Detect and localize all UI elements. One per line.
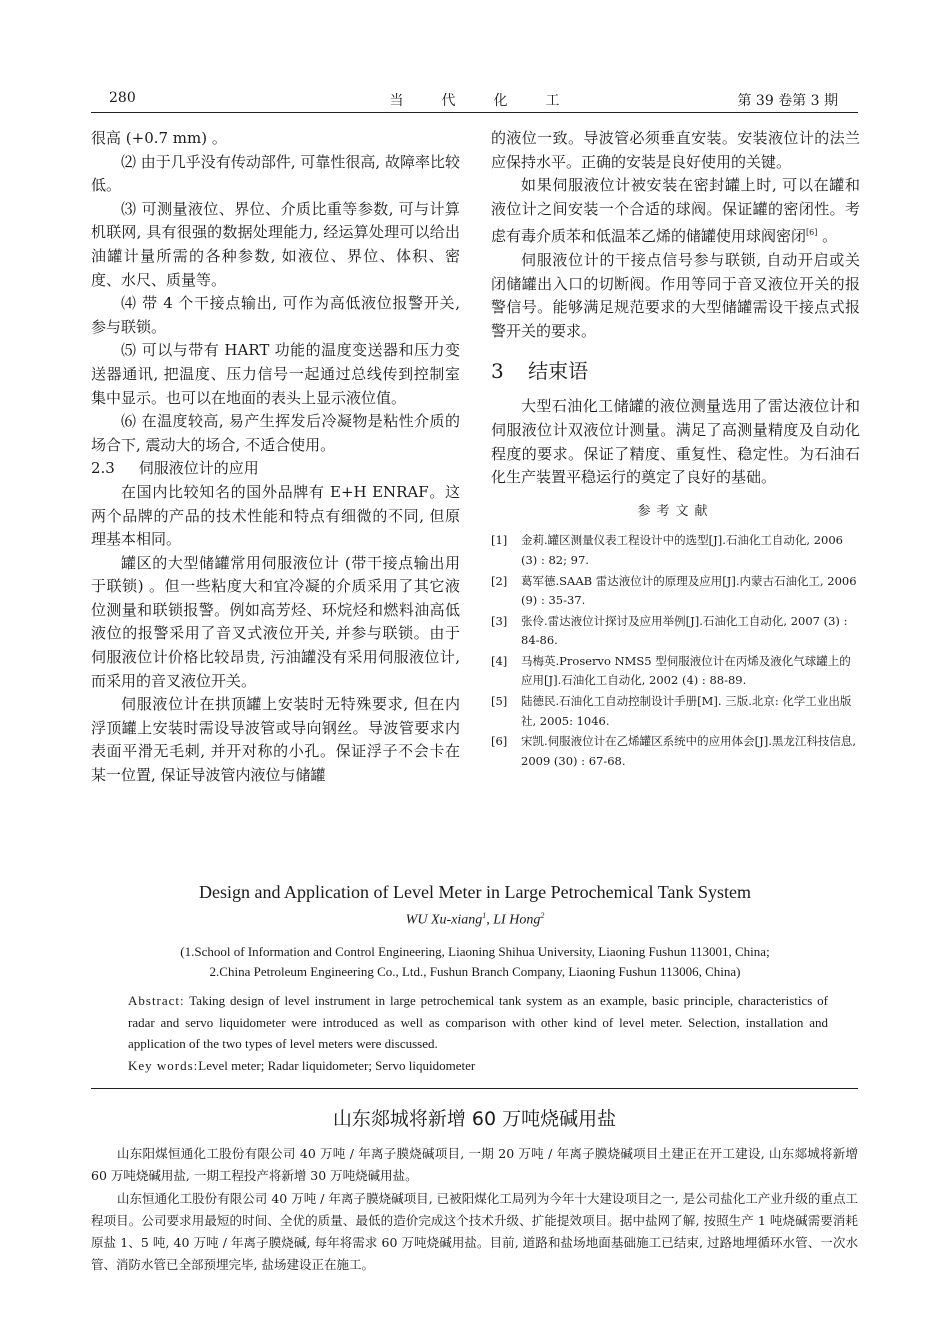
affiliation-line: 2.China Petroleum Engineering Co., Ltd., Fushun Branch Company, Liaoning Fushun 113006, China) [209, 964, 741, 979]
reference-number: [2] [491, 573, 508, 588]
paragraph-text: 如果伺服液位计被安装在密封罐上时, 可以在罐和液位计之间安装一个合适的球阀。保证罐的密闭性。考虑有毒介质苯和低温苯乙烯的储罐使用球阀密闭 [491, 176, 860, 246]
author-name: WU Xu-xiang [405, 912, 483, 928]
abstract-text: Taking design of level instrument in large petrochemical tank system as an example, basic principle, characteristics of radar and servo liquidometer were introduced as well as comparison with other kind of level meter. Selection, installation and application of the two types of level meters were discussed. [128, 993, 828, 1051]
keywords-line [128, 1055, 828, 1077]
paragraph: ⑸ 可以与带有 HART 功能的温度变送器和压力变送器通讯, 把温度、压力信号一起通过总线传到控制室集中显示。也可以在地面的表头上显示液位值。 [91, 341, 460, 407]
paragraph: ⑷ 带 4 个干接点输出, 可作为高低液位报警开关, 参与联锁。 [91, 294, 460, 336]
right-column [491, 127, 860, 772]
reference-item [491, 692, 860, 731]
paragraph: 罐区的大型储罐常用伺服液位计 (带干接点输出用于联锁) 。但一些粘度大和宜冷凝的介质采用了其它液位测量和联锁报警。例如高芳烃、环烷烃和燃料油高低液位的报警采用了音叉式液位开关, 并参与联锁。由于伺服液位计价格比较昂贵, 污油罐没有采用伺服液位计, 而采用的音叉液位开关。 [91, 553, 460, 690]
page-header [91, 88, 858, 113]
issue-info: 第 39 卷第 3 期 [737, 93, 838, 109]
reference-text: 陆德民.石油化工自动控制设计手册[M]. 三版.北京: 化学工业出版社, 2005: 1046. [521, 694, 852, 728]
reference-item [491, 531, 860, 570]
paragraph: 伺服液位计在拱顶罐上安装时无特殊要求, 但在内浮顶罐上安装时需设导波管或导向钢丝。导波管要求内表面平滑无毛刺, 并开对称的小孔。保证浮子不会卡在某一位置, 保证导波管内液位与储罐 [91, 695, 460, 785]
paragraph: 山东恒通化工股份有限公司 40 万吨 / 年离子膜烧碱项目, 已被阳煤化工局列为今年十大建设项目之一, 是公司盐化工产业升级的重点工程项目。公司要求用最短的时间、全优的质量、最低的造价完成这个技术升级、扩能提效项目。据中盐网了解, 按照生产 1 吨烧碱需要消耗原盐 1、5 吨, 40 万吨 / 年离子膜烧碱, 每年将需求 60 万吨烧碱用盐。目前, 道路和盐场地面基础施工已结束, 过路地埋循环水管、一次水管、消防水管已全部预埋完毕, 盐场建设正在施工。 [91, 1190, 858, 1273]
section-number: 3 [491, 359, 504, 384]
subsection-heading [91, 457, 460, 481]
paragraph: 的液位一致。导波管必须垂直安装。安装液位计的法兰应保持水平。正确的安装是良好使用的关键。 [491, 129, 860, 171]
keywords-text: Level meter; Radar liquidometer; Servo liquidometer [198, 1057, 476, 1073]
abstract-paragraph [128, 990, 828, 1055]
news-body [91, 1143, 858, 1277]
author-affiliation-marker: 1 [482, 911, 487, 920]
reference-number: [1] [491, 533, 508, 548]
citation-marker: [6] [806, 228, 818, 238]
english-title: Design and Application of Level Meter in Large Petrochemical Tank System [199, 882, 751, 902]
reference-item [491, 652, 860, 691]
reference-number: [6] [491, 734, 508, 749]
reference-number: [5] [491, 694, 508, 709]
paragraph: 很高 (+0.7 mm) 。 [91, 129, 227, 147]
paragraph [491, 174, 860, 249]
paragraph: 伺服液位计的干接点信号参与联锁, 自动开启或关闭储罐出入口的切断阀。作用等同于音叉液位开关的报警信号。能够满足规范要求的大型储罐需设干接点式报警开关的要求。 [491, 250, 860, 340]
references-heading: 参考文献 [637, 503, 714, 519]
section-title: 结束语 [528, 359, 589, 384]
author-name: LI Hong [493, 912, 541, 928]
divider [91, 1088, 858, 1089]
reference-text: 葛军德.SAAB 雷达液位计的原理及应用[J].内蒙古石油化工, 2006 (9) : 35-37. [521, 573, 857, 608]
paragraph: ⑹ 在温度较高, 易产生挥发后冷凝物是粘性介质的场合下, 震动大的场合, 不适合使用。 [91, 412, 460, 454]
abstract-label: Abstract: [128, 993, 185, 1008]
page-number: 280 [109, 90, 136, 106]
paragraph: 大型石油化工储罐的液位测量选用了雷达液位计和伺服液位计双液位计测量。满足了高测量精度及自动化程度的要求。保证了精度、重复性、稳定性。为石油石化生产装置平稳运行的奠定了良好的基础。 [491, 397, 860, 487]
paragraph: 在国内比较知名的国外品牌有 E+H ENRAF。这两个品牌的产品的技术性能和特点有细微的不同, 但原理基本相同。 [91, 482, 460, 549]
reference-text: 宋凯.伺服液位计在乙烯罐区系统中的应用体会[J].黑龙江科技信息, 2009 (30) : 67-68. [521, 734, 857, 768]
reference-number: [4] [491, 653, 508, 668]
author-separator: , [486, 912, 494, 928]
reference-text: 马梅英.Proservo NMS5 型伺服液位计在丙烯及液化气球罐上的应用[J].石油化工自动化, 2002 (4) : 88-89. [521, 653, 851, 688]
subsection-title: 伺服液位计的应用 [138, 459, 259, 478]
left-column [91, 127, 460, 788]
section-heading [491, 357, 860, 385]
reference-item [491, 732, 860, 771]
paragraph-end: 。 [817, 227, 838, 246]
reference-text: 张伶.雷达液位计探讨及应用举例[J].石油化工自动化, 2007 (3) : 84-86. [521, 613, 848, 648]
reference-item [491, 572, 860, 611]
author-affiliation-marker: 2 [540, 911, 545, 920]
journal-name: 当代化工 [389, 93, 598, 109]
english-abstract [128, 990, 828, 1076]
paragraph: 山东阳煤恒通化工股份有限公司 40 万吨 / 年离子膜烧碱项目, 一期 20 万吨 / 年离子膜烧碱项目土建正在开工建设, 山东郯城将新增 60 万吨烧碱用盐, 一期工程投产将新增 30 万吨烧碱用盐。 [91, 1146, 858, 1184]
reference-list [491, 531, 860, 771]
keywords-label: Key words: [128, 1057, 199, 1073]
reference-text: 金莉.罐区测量仪表工程设计中的选型[J].石油化工自动化, 2006 (3) : 82; 97. [521, 533, 843, 567]
affiliation-line: (1.School of Information and Control Engineering, Liaoning Shihua University, Liaoning Fushun 113001, China; [180, 944, 770, 959]
english-authors [100, 911, 850, 929]
news-title: 山东郯城将新增 60 万吨烧碱用盐 [332, 1108, 617, 1130]
reference-item [491, 612, 860, 651]
reference-number: [3] [491, 613, 508, 628]
paragraph: ⑵ 由于几乎没有传动部件, 可靠性很高, 故障率比较低。 [91, 152, 460, 195]
subsection-number: 2.3 [91, 459, 115, 478]
paragraph: ⑶ 可测量液位、界位、介质比重等参数, 可与计算机联网, 具有很强的数据处理能力, 经运算处理可以给出油罐计量所需的各种参数, 如液位、界位、体积、密度、水尺、质量等。 [91, 199, 460, 289]
